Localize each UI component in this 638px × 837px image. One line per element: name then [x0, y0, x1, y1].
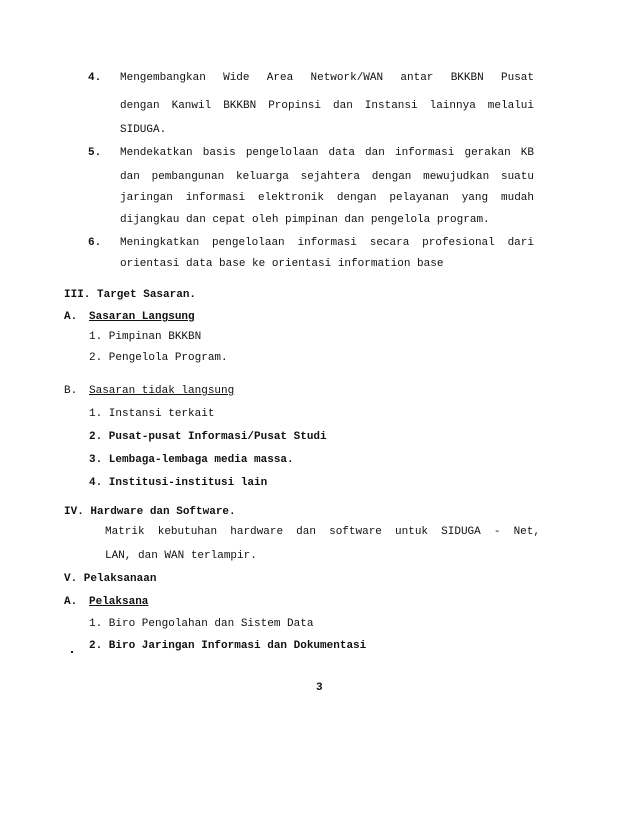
objective-6-number: 6. — [88, 237, 102, 249]
section-5a-letter: A. — [64, 596, 78, 608]
section-5a-item-2: 2. Biro Jaringan Informasi dan Dokumentasi — [89, 640, 367, 652]
section-3-heading: III. Target Sasaran. — [64, 289, 197, 301]
section-3b-letter: B. — [64, 385, 78, 397]
objective-5-line-3: jaringan informasi elektronik dengan pelayanan yang mudah — [120, 192, 534, 204]
objective-5-line-4: dijangkau dan cepat oleh pimpinan dan pengelola program. — [120, 214, 490, 226]
section-5a-item-1: 1. Biro Pengolahan dan Sistem Data — [89, 618, 314, 630]
objective-6-line-2: orientasi data base ke orientasi information base — [120, 258, 444, 270]
objective-5-line-1: Mendekatkan basis pengelolaan data dan informasi gerakan KB — [120, 147, 534, 159]
section-3b-item-4: 4. Institusi-institusi lain — [89, 477, 268, 489]
section-3a-title: Sasaran Langsung — [89, 311, 195, 323]
section-3a-item-1: 1. Pimpinan BKKBN — [89, 331, 202, 343]
section-5a-title: Pelaksana — [89, 596, 149, 608]
section-3b-item-3: 3. Lembaga-lembaga media massa. — [89, 454, 294, 466]
section-4-heading: IV. Hardware dan Software. — [64, 506, 236, 518]
objective-4-line-1: Mengembangkan Wide Area Network/WAN antar BKKBN Pusat — [120, 72, 534, 84]
section-3a-letter: A. — [64, 311, 78, 323]
section-3a-item-2: 2. Pengelola Program. — [89, 352, 228, 364]
objective-6-line-1: Meningkatkan pengelolaan informasi secara profesional dari — [120, 237, 534, 249]
section-4-line-1: Matrik kebutuhan hardware dan software untuk SIDUGA - Net, — [105, 526, 540, 538]
objective-4-line-2: dengan Kanwil BKKBN Propinsi dan Instansi lainnya melalui — [120, 100, 534, 112]
section-3b-item-2: 2. Pusat-pusat Informasi/Pusat Studi — [89, 431, 327, 443]
section-3b-title: Sasaran tidak langsung — [89, 385, 235, 397]
section-3b-item-1: 1. Instansi terkait — [89, 408, 215, 420]
section-4-line-2: LAN, dan WAN terlampir. — [105, 550, 257, 562]
section-5-heading: V. Pelaksanaan — [64, 573, 157, 585]
objective-5-number: 5. — [88, 147, 102, 159]
objective-4-line-3: SIDUGA. — [120, 124, 167, 136]
objective-4-number: 4. — [88, 72, 102, 84]
objective-5-line-2: dan pembangunan keluarga sejahtera dengan mewujudkan suatu — [120, 171, 534, 183]
page-number: 3 — [316, 682, 323, 694]
scan-speck — [71, 651, 73, 653]
